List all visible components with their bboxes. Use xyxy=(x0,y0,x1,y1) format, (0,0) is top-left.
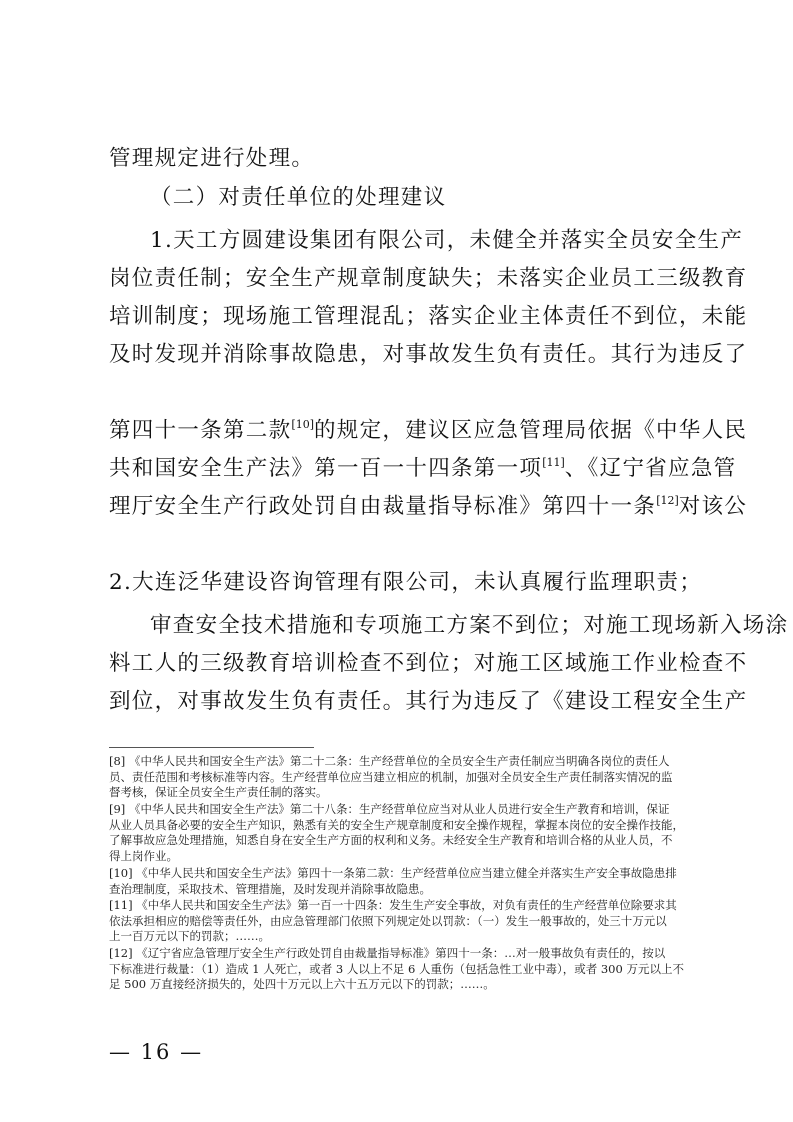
body-line: 及时发现并消除事故隐患，对事故发生负有责任。其行为违反了 xyxy=(109,342,748,367)
footnote-line: 查治理制度，采取技术、管理措施，及时发现并消除事故隐患。 xyxy=(109,881,431,896)
body-text: 第四十一条第二款 xyxy=(109,418,292,443)
footnote-9 xyxy=(109,802,689,864)
body-line xyxy=(109,457,736,481)
body-line: 审查安全技术措施和专项施工方案不到位；对施工现场新入场涂 xyxy=(150,613,789,638)
body-text: 、《辽宁省应急管 xyxy=(564,456,737,481)
body-line xyxy=(109,495,747,519)
footnote-10 xyxy=(109,866,689,897)
footnote-line: 员、责任范围和考核标准等内容。生产经营单位应当建立相应的机制，加强对全员安全生产责任制落实情况的监 xyxy=(109,769,673,784)
footnote-line: [12] 《辽宁省应急管理厅安全生产行政处罚自由裁量指导标准》第四十一条：…对一般事故负有责任的，按以 xyxy=(109,946,666,960)
footnote-11 xyxy=(109,898,689,945)
footnote-line: 从业人员具备必要的安全生产知识，熟悉有关的安全生产规章制度和安全操作规程，掌握本岗位的安全操作技能， xyxy=(109,817,684,832)
footnote-line: [11] 《中华人民共和国安全生产法》第一百一十四条：发生生产安全事故，对负有责任的生产经营单位除要求其 xyxy=(109,898,677,912)
footnote-line: 得上岗作业。 xyxy=(109,848,178,863)
footnote-8 xyxy=(109,754,689,801)
body-text: 共和国安全生产法》第一百一十四条第一项 xyxy=(109,456,543,481)
footnote-separator xyxy=(109,747,314,748)
body-text: 理厅安全生产行政处罚自由裁量指导标准》第四十一条 xyxy=(109,494,657,519)
footnote-line: 督考核，保证全员安全生产责任制的落实。 xyxy=(109,785,328,799)
body-line: 到位，对事故发生负有责任。其行为违反了《建设工程安全生产 xyxy=(109,689,748,714)
footnote-line: 足 500 万直接经济损失的，处四十万元以上六十五万元以下的罚款；……。 xyxy=(109,977,495,991)
body-line: 2.大连泛华建设咨询管理有限公司，未认真履行监理职责； xyxy=(109,570,703,595)
body-line: 料工人的三级教育培训检查不到位；对施工区域施工作业检查不 xyxy=(109,651,748,676)
body-line: 管理规定进行处理。 xyxy=(109,146,315,171)
body-line xyxy=(109,419,747,443)
footnote-ref[interactable]: [10] xyxy=(291,418,314,431)
body-line: 1.天工方圆建设集团有限公司，未健全并落实全员安全生产 xyxy=(150,228,744,253)
footnote-12 xyxy=(109,946,689,993)
footnote-line: [9] 《中华人民共和国安全生产法》第二十八条：生产经营单位应当对从业人员进行安全生产教育和培训，保证 xyxy=(109,802,670,816)
page-number: — 16 — xyxy=(109,1040,204,1064)
body-line: 培训制度；现场施工管理混乱；落实企业主体责任不到位，未能 xyxy=(109,304,748,329)
body-line: 岗位责任制；安全生产规章制度缺失；未落实企业员工三级教育 xyxy=(109,266,748,291)
footnote-line: 下标准进行裁量：（1）造成 1 人死亡，或者 3 人以上不足 6 人重伤（包括急性工业中毒），或者 300 万元以上不 xyxy=(109,961,684,976)
footnote-line: [8] 《中华人民共和国安全生产法》第二十二条：生产经营单位的全员安全生产责任制应当明确各岗位的责任人 xyxy=(109,754,670,768)
footnote-line: 上一百万元以下的罚款；……。 xyxy=(109,929,270,943)
footnote-ref[interactable]: [11] xyxy=(542,456,565,469)
body-text: 对该公 xyxy=(678,494,748,519)
footnote-line: [10] 《中华人民共和国安全生产法》第四十一条第二款：生产经营单位应当建立健全并落实生产安全事故隐患排 xyxy=(109,866,677,880)
footnote-line: 了解事故应急处理措施，知悉自身在安全生产方面的权利和义务。未经安全生产教育和培训合格的从业人员，不 xyxy=(109,833,673,847)
footnote-line: 依法承担相应的赔偿等责任外，由应急管理部门依照下列规定处以罚款：（一）发生一般事故的，处三十万元以 xyxy=(109,913,667,928)
footnote-ref[interactable]: [12] xyxy=(656,494,679,507)
section-heading: （二）对责任单位的处理建议 xyxy=(150,185,447,210)
body-text: 的规定，建议区应急管理局依据《中华人民 xyxy=(314,418,748,443)
